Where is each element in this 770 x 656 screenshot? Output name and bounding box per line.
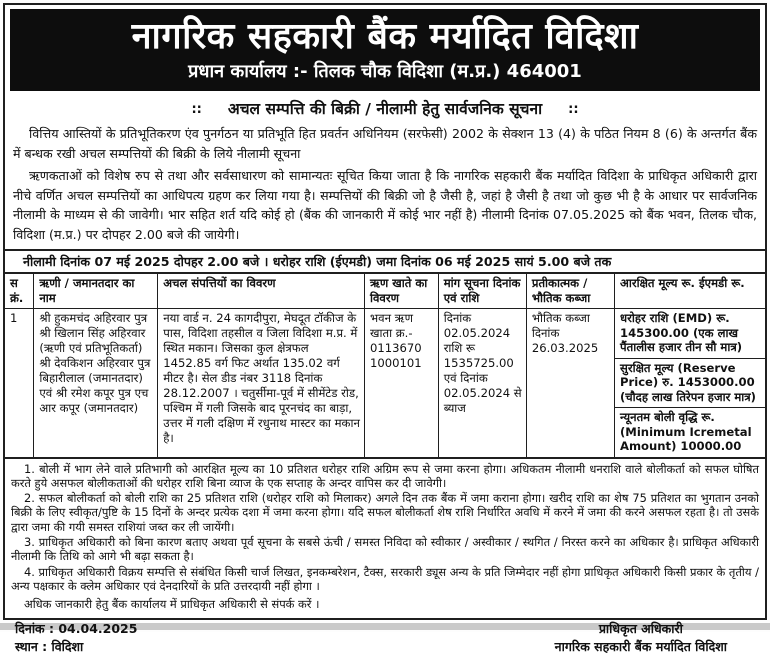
footer-date-place [15, 620, 137, 656]
title-marker-right: :: [568, 102, 579, 117]
cell-property: नया वार्ड न. 24 कागदीपुरा, मेघदूत टॉकीज के पास, विदिशा तहसील व जिला विदिशा म.प्र. में स्थित मकान। जिसका कुल क्षेत्रफल 1452.85 वर्ग फिट अर्थात 135.02 वर्ग मीटर है। सेल डीड नंबर 3118 दिनांक 28.12.2007 । चतुर्सीमा-पूर्व में सीमेंटेड रोड, पश्चिम में गली जिसके बाद पूरनचंद का बाड़ा, उत्तर में गली दक्षिण में रधुनाथ मास्टर का मकान है। [158, 309, 365, 457]
property-auction-table [5, 274, 765, 457]
col-header-property: अचल संपत्तियों का विवरण [158, 274, 365, 309]
cell-borrower: श्री हुकमचंद अहिरवार पुत्र श्री खिलान सिंह अहिरवार (ऋणी एवं प्रतिभूतिकर्ता) श्री देवकिशन अहिरवार पुत्र बिहारीलाल (जमानतदार) एवं श्री रमेश कपूर पुत्र एच आर कपूर (जमानतदार) [34, 309, 158, 457]
bank-masthead [10, 9, 760, 91]
col-header-reserve-emd: आरक्षित मूल्य रू. ईएमडी रू. [615, 274, 766, 309]
cell-loan-account: भवन ऋण खाता क्र.- 0113670 1000101 [364, 309, 438, 457]
head-office-address: प्रधान कार्यालय :- तिलक चौक विदिशा (म.प्र.) 464001 [188, 61, 582, 82]
condition-2: 2. सफल बोलीकर्ता को बोली राशि का 25 प्रतिशत राशि (धरोहर राशि को मिलाकर) अगले दिन तक बैंक में जमा कराना होगा। खरीद राशि का शेष 75 प्रतिशत का भुगतान उनको बिक्री के लिए स्वीकृत/पुष्टि के 15 दिनों के अन्दर प्रत्येक दशा में जमा करना होगा। यदि सफल बोलीकर्ता शेष राशि निर्धारित अवधि में करने में जमा की करने असफल रहता है। तो उसके द्वारा जमा की गयी समस्त राशियां जब्त कर ली जायेंगी। [11, 491, 759, 534]
table-header-row [5, 274, 765, 309]
col-header-loan-account: ऋण खाते का विवरण [364, 274, 438, 309]
contact-info-line: अधिक जानकारी हेतु बैंक कार्यालय में प्राधिकृत अधिकारी से संपर्क करें । [24, 597, 320, 612]
condition-1: 1. बोली में भाग लेने वाले प्रतिभागी को आरक्षित मूल्य का 10 प्रतिशत धरोहर राशि अग्रिम रूप से जमा करना होगा। अधिकतम नीलामी धनराशि वाले बोलीकर्ता को सफल घोषित करते हुये असफल बोलीकताओं की धरोहर राशि बिना व्याज के एक सप्ताह के अन्दर वापिस कर दी जावेगी। [11, 461, 759, 490]
emd-amount: धरोहर राशि (EMD) रू. 145300.00 (एक लाख पैंतालीस हजार तीन सौ मात्र) [615, 309, 765, 359]
signatory-title: प्राधिकृत अधिकारी [598, 621, 683, 637]
notice-paragraph-act: वित्तिय आस्तियों के प्रतिभूतिकरण एंव पुनर्गठन या प्रतिभूति हित प्रवर्तन अधिनियम (सरफेसी) 2002 के सेक्शन 13 (4) के पठित नियम 8 (6) के अन्तर्गत बैंक में बन्धक रखी अचल सम्पत्तियों की बिक्री के लिये नीलामी सूचना [13, 126, 757, 161]
cell-possession: भौतिक कब्जा दिनांक 26.03.2025 [526, 309, 614, 457]
notice-date: दिनांक : 04.04.2025 [15, 621, 138, 637]
col-header-demand-notice: मांग सूचना दिनांक एवं राशि [438, 274, 526, 309]
min-increment-amount: न्यूनतम बोली वृद्धि रू. (Minimum Icremetal Amount) 10000.00 [620, 410, 752, 453]
cell-price-emd [615, 309, 766, 457]
terms-and-conditions [11, 462, 759, 594]
condition-4: 4. प्राधिकृत अधिकारी विक्रय सम्पत्ति से संबंधित किसी चार्ज लिखत, इनकम्बरेशन, टैक्स, सरकारी ड्यूस अन्य के प्रति जिम्मेदार नहीं होगा प्राधिकृत अधिकारी किसी प्रकार के तृतीय / अन्य पक्षकार के क्लेम अधिकार एवं देनदारियों के प्रति उत्तरदायी नहीं होगा । [11, 564, 759, 593]
col-header-borrower: ऋणी / जमानतदार का नाम [34, 274, 158, 309]
cell-demand-notice: दिनांक 02.05.2024 राशि रू 1535725.00 एवं दिनांक 02.05.2024 से ब्याज [438, 309, 526, 457]
signatory-organization: नागरिक सहकारी बैंक मर्यादित विदिशा [554, 639, 727, 655]
notice-clipping [3, 3, 767, 655]
cell-serial: 1 [5, 309, 34, 457]
notice-paragraph-possession: ऋणकताओं को विशेष रुप से तथा और सर्वसाधारण को सामान्यतः सूचित किया जाता है कि नागरिक सहकारी बैंक मर्यादित विदिशा के प्राधिकृत अधिकारी द्वारा नीचे वर्णित अचल सम्पत्तियों का आधिपत्य ग्रहण कर लिया गया है। सम्पत्तियों की बिक्री जो है जैसी है, जहां है जैसी है तथा जो कुछ भी है के आधार पर सार्वजनिक नीलामी के माध्यम से की जावेगी। भार सहित शर्त यदि कोई हो (बैंक की जानकारी में कोई भार नहीं है) नीलामी दिनांक 07.05.2025 को बैंक भवन, तिलक चौक, विदिशा (म.प्र.) पर दोपहर 2.00 बजे की जायेगी। [13, 168, 757, 242]
notice-title-text: अचल सम्पत्ति की बिक्री / नीलामी हेतु सार्वजनिक सूचना [227, 100, 543, 118]
notice-title [5, 100, 765, 119]
col-header-possession: प्रतीकात्मक / भौतिक कब्जा [526, 274, 614, 309]
footer-signatory [555, 620, 727, 656]
notice-place: स्थान : विदिशा [15, 639, 84, 655]
bank-name: नागरिक सहकारी बैंक मर्यादित विदिशा [131, 16, 639, 57]
col-header-serial: स क्रं. [5, 274, 34, 309]
condition-3: 3. प्राधिकृत अधिकारी को बिना कारण बताए अथवा पूर्व सूचना के सबसे ऊंची / समस्त निविदा को स्वीकार / अस्वीकार / स्थगित / निरस्त करने का अधिकार है। प्राधिकृत अधिकारी नीलामी कि तिथि को आगे भी बढ़ा सकता है। [11, 534, 759, 564]
table-row [5, 309, 765, 457]
reserve-price: सुरक्षित मूल्य (Reserve Price) रु. 1453000.00 (चौदह लाख तिरेपन हजार मात्र) [615, 359, 765, 409]
auction-date-line: नीलामी दिनांक 07 मई 2025 दोपहर 2.00 बजे । धरोहर राशि (ईएमडी) जमा दिनांक 06 मई 2025 सायं 5.00 बजे तक [5, 251, 765, 274]
auction-table-section [5, 249, 765, 459]
title-marker-left: :: [191, 102, 202, 117]
